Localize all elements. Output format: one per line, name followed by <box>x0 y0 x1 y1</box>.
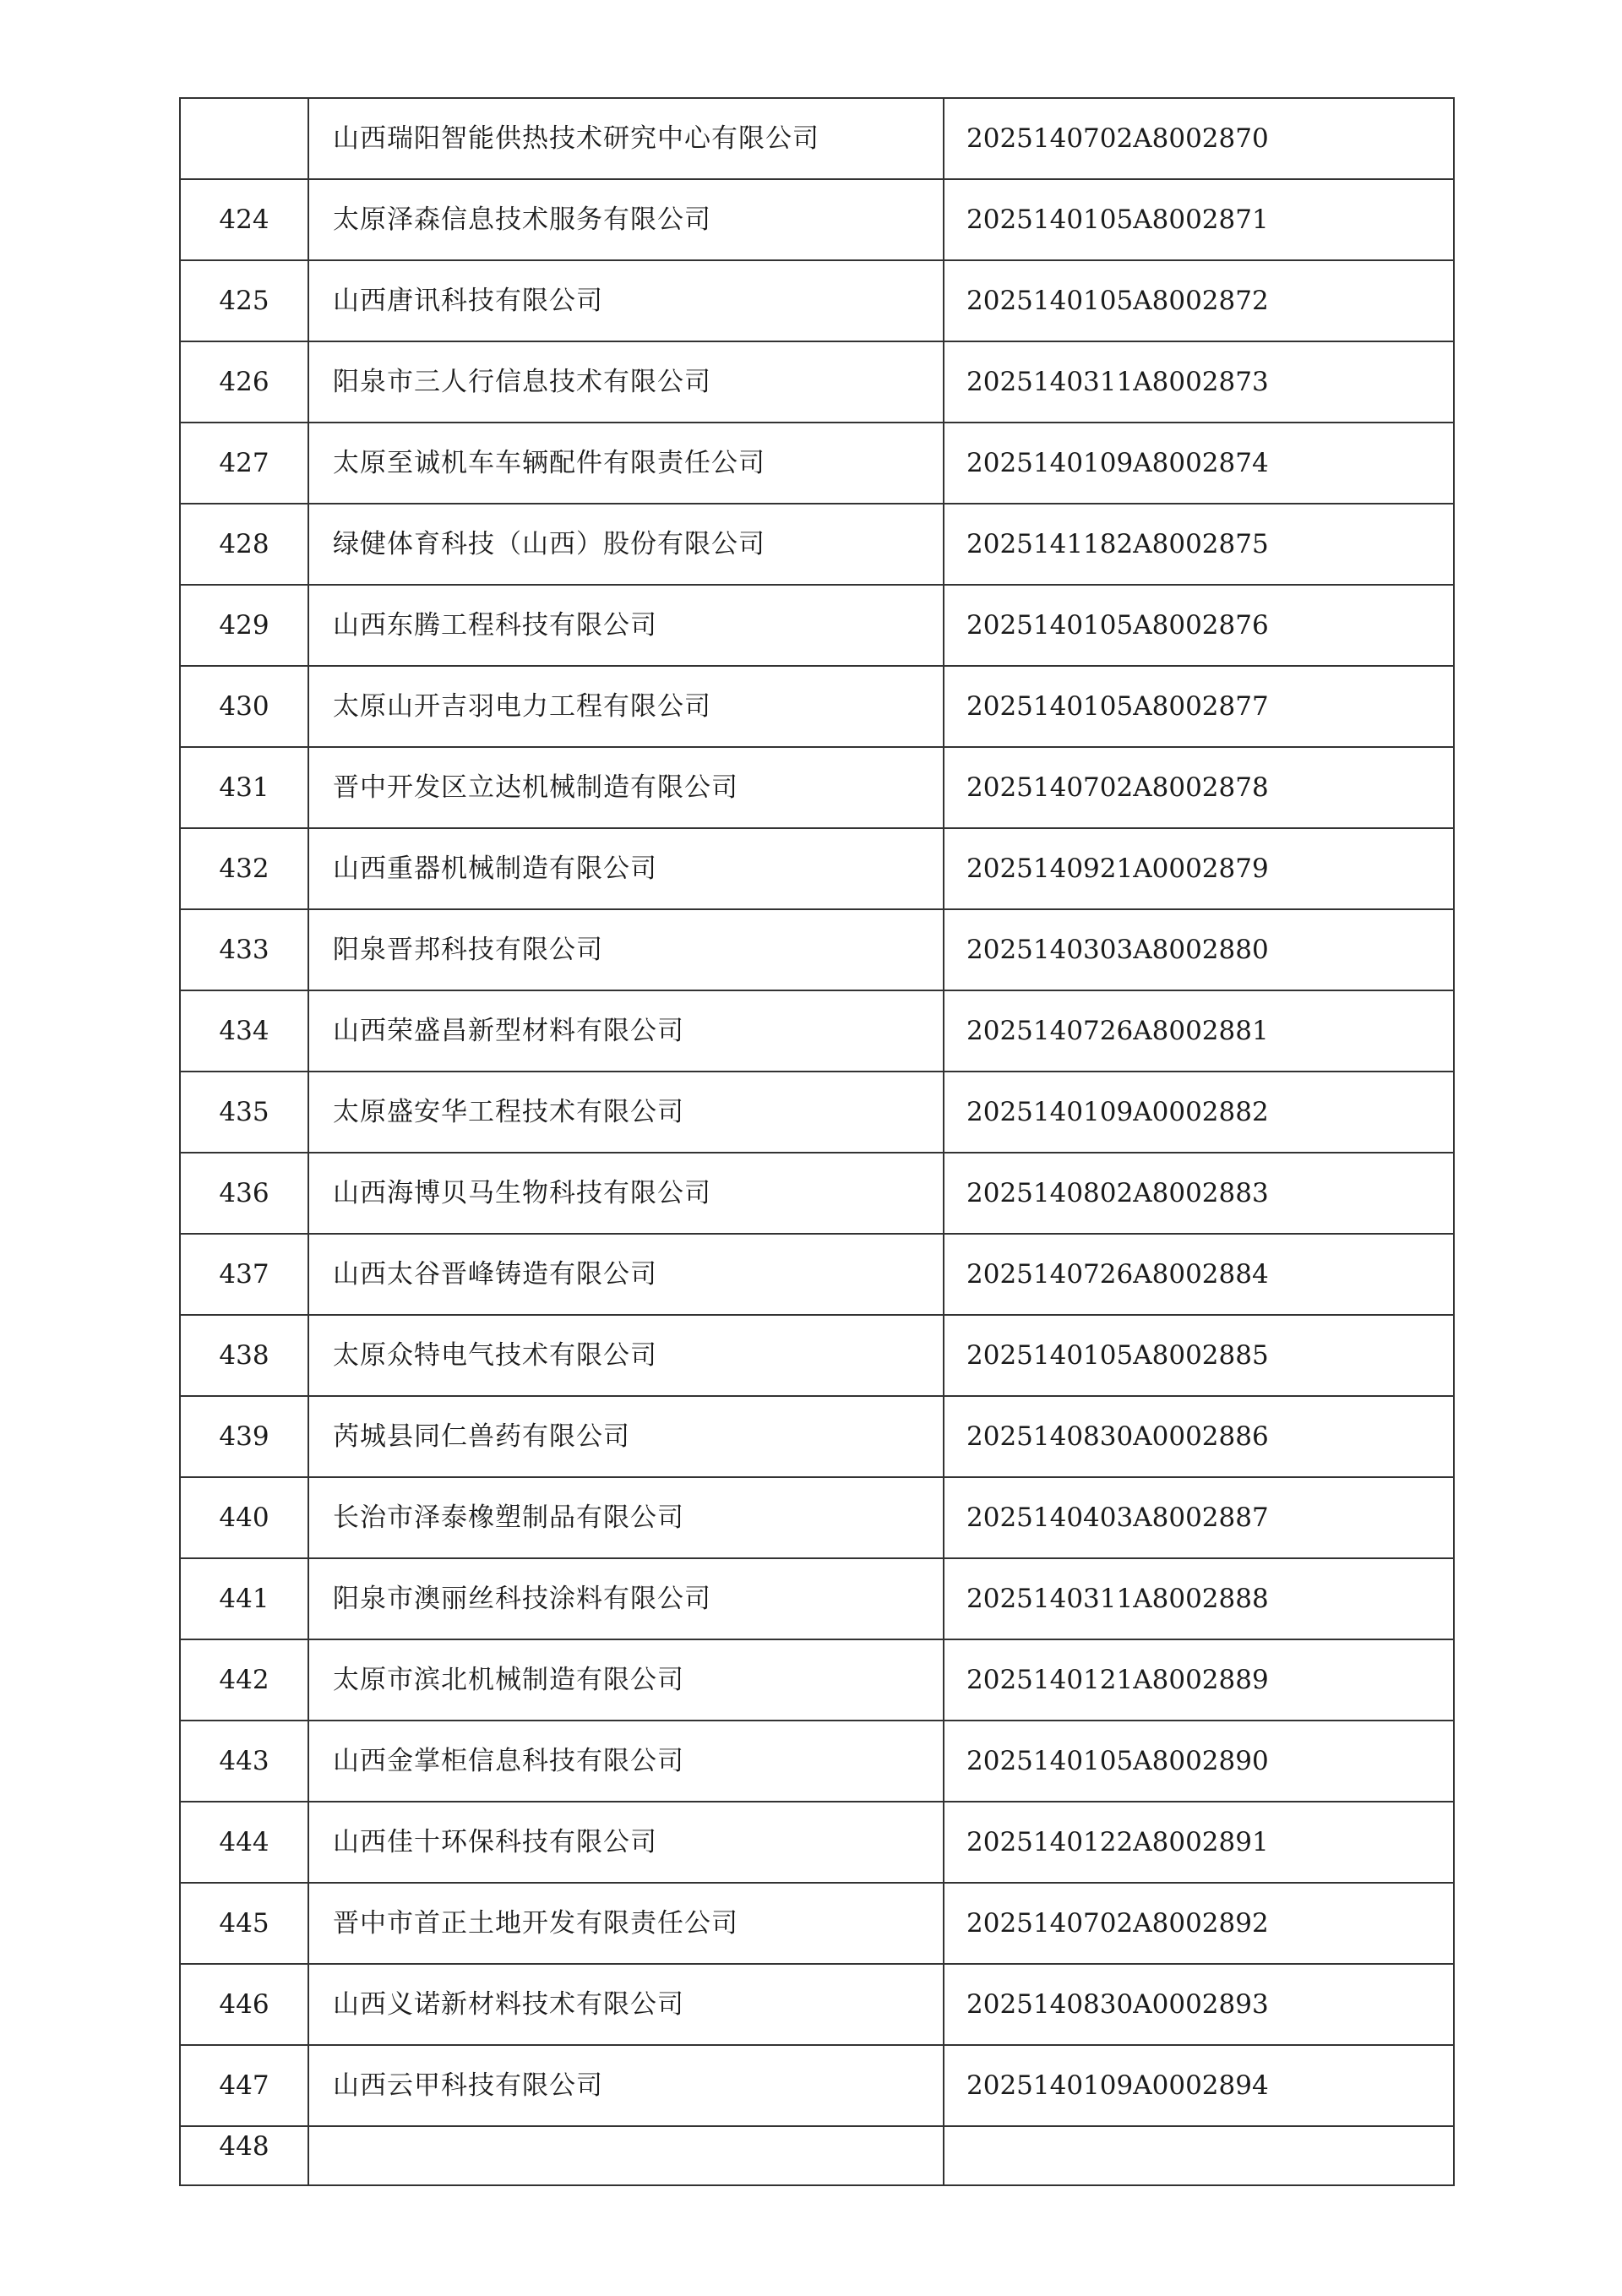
company-name-cell: 绿健体育科技（山西）股份有限公司 <box>308 504 944 585</box>
company-name-cell: 芮城县同仁兽药有限公司 <box>308 1396 944 1477</box>
table-row <box>180 1315 1454 1396</box>
table-row <box>180 747 1454 828</box>
table-row <box>180 828 1454 909</box>
registration-code-cell: 2025141182A8002875 <box>944 504 1454 585</box>
table-row <box>180 2126 1454 2185</box>
table-row <box>180 1639 1454 1721</box>
company-name-cell: 山西重器机械制造有限公司 <box>308 828 944 909</box>
company-name-cell: 山西佳十环保科技有限公司 <box>308 1802 944 1883</box>
row-number-cell: 437 <box>180 1234 308 1315</box>
registration-code-cell <box>944 2126 1454 2185</box>
row-number-cell: 445 <box>180 1883 308 1964</box>
registration-code-cell: 2025140105A8002876 <box>944 585 1454 666</box>
table-row <box>180 1558 1454 1639</box>
company-name-cell: 山西唐讯科技有限公司 <box>308 260 944 341</box>
company-name-cell: 阳泉市澳丽丝科技涂料有限公司 <box>308 1558 944 1639</box>
row-number-cell: 435 <box>180 1072 308 1153</box>
registration-code-cell: 2025140311A8002888 <box>944 1558 1454 1639</box>
registration-code-cell: 2025140726A8002881 <box>944 990 1454 1072</box>
registration-code-cell: 2025140802A8002883 <box>944 1153 1454 1234</box>
row-number-cell: 427 <box>180 423 308 504</box>
row-number-cell: 434 <box>180 990 308 1072</box>
table-row <box>180 1234 1454 1315</box>
table-row <box>180 98 1454 179</box>
registration-code-cell: 2025140121A8002889 <box>944 1639 1454 1721</box>
company-name-cell: 太原泽森信息技术服务有限公司 <box>308 179 944 260</box>
table-row <box>180 1396 1454 1477</box>
row-number-cell: 438 <box>180 1315 308 1396</box>
row-number-cell: 440 <box>180 1477 308 1558</box>
company-name-cell: 长治市泽泰橡塑制品有限公司 <box>308 1477 944 1558</box>
company-name-cell: 山西瑞阳智能供热技术研究中心有限公司 <box>308 98 944 179</box>
company-name-cell: 太原山开吉羽电力工程有限公司 <box>308 666 944 747</box>
registration-code-cell: 2025140105A8002877 <box>944 666 1454 747</box>
company-name-cell: 太原至诚机车车辆配件有限责任公司 <box>308 423 944 504</box>
company-name-cell: 山西云甲科技有限公司 <box>308 2045 944 2126</box>
table-row <box>180 909 1454 990</box>
table-row <box>180 504 1454 585</box>
row-number-cell: 424 <box>180 179 308 260</box>
table-row <box>180 1802 1454 1883</box>
row-number-cell: 432 <box>180 828 308 909</box>
table-row <box>180 990 1454 1072</box>
company-name-cell <box>308 2126 944 2185</box>
company-name-cell: 山西义诺新材料技术有限公司 <box>308 1964 944 2045</box>
table-body <box>180 98 1454 2185</box>
company-name-cell: 山西海博贝马生物科技有限公司 <box>308 1153 944 1234</box>
table-row <box>180 1883 1454 1964</box>
registration-code-cell: 2025140921A0002879 <box>944 828 1454 909</box>
row-number-cell: 443 <box>180 1721 308 1802</box>
company-name-cell: 阳泉晋邦科技有限公司 <box>308 909 944 990</box>
registration-code-cell: 2025140403A8002887 <box>944 1477 1454 1558</box>
registration-code-cell: 2025140830A0002893 <box>944 1964 1454 2045</box>
registration-code-cell: 2025140303A8002880 <box>944 909 1454 990</box>
row-number-cell: 447 <box>180 2045 308 2126</box>
table-row <box>180 585 1454 666</box>
company-name-cell: 太原市滨北机械制造有限公司 <box>308 1639 944 1721</box>
registration-code-cell: 2025140105A8002890 <box>944 1721 1454 1802</box>
company-name-cell: 山西金掌柜信息科技有限公司 <box>308 1721 944 1802</box>
row-number-cell: 441 <box>180 1558 308 1639</box>
table-row <box>180 1072 1454 1153</box>
row-number-cell: 436 <box>180 1153 308 1234</box>
registration-code-cell: 2025140122A8002891 <box>944 1802 1454 1883</box>
registration-code-cell: 2025140105A8002885 <box>944 1315 1454 1396</box>
registration-code-cell: 2025140702A8002870 <box>944 98 1454 179</box>
company-name-cell: 阳泉市三人行信息技术有限公司 <box>308 341 944 423</box>
registration-code-cell: 2025140702A8002878 <box>944 747 1454 828</box>
company-name-cell: 太原众特电气技术有限公司 <box>308 1315 944 1396</box>
table-row <box>180 260 1454 341</box>
table-row <box>180 1153 1454 1234</box>
table-row <box>180 341 1454 423</box>
registration-code-cell: 2025140109A8002874 <box>944 423 1454 504</box>
registration-code-cell: 2025140109A0002882 <box>944 1072 1454 1153</box>
row-number-cell: 429 <box>180 585 308 666</box>
table-row <box>180 666 1454 747</box>
registration-code-cell: 2025140109A0002894 <box>944 2045 1454 2126</box>
table-row <box>180 1721 1454 1802</box>
company-list-table <box>179 97 1455 2186</box>
registration-code-cell: 2025140726A8002884 <box>944 1234 1454 1315</box>
row-number-cell: 425 <box>180 260 308 341</box>
registration-code-cell: 2025140105A8002872 <box>944 260 1454 341</box>
table-row <box>180 179 1454 260</box>
table-row <box>180 1477 1454 1558</box>
company-name-cell: 山西太谷晋峰铸造有限公司 <box>308 1234 944 1315</box>
row-number-cell: 431 <box>180 747 308 828</box>
row-number-cell: 426 <box>180 341 308 423</box>
row-number-cell <box>180 98 308 179</box>
row-number-cell: 448 <box>180 2126 308 2185</box>
registration-code-cell: 2025140702A8002892 <box>944 1883 1454 1964</box>
row-number-cell: 442 <box>180 1639 308 1721</box>
registration-code-cell: 2025140830A0002886 <box>944 1396 1454 1477</box>
table-row <box>180 1964 1454 2045</box>
row-number-cell: 446 <box>180 1964 308 2045</box>
registration-code-cell: 2025140105A8002871 <box>944 179 1454 260</box>
row-number-cell: 439 <box>180 1396 308 1477</box>
registration-code-cell: 2025140311A8002873 <box>944 341 1454 423</box>
row-number-cell: 430 <box>180 666 308 747</box>
table-row <box>180 2045 1454 2126</box>
company-name-cell: 晋中开发区立达机械制造有限公司 <box>308 747 944 828</box>
company-name-cell: 山西东腾工程科技有限公司 <box>308 585 944 666</box>
row-number-cell: 433 <box>180 909 308 990</box>
row-number-cell: 444 <box>180 1802 308 1883</box>
company-name-cell: 晋中市首正土地开发有限责任公司 <box>308 1883 944 1964</box>
company-name-cell: 太原盛安华工程技术有限公司 <box>308 1072 944 1153</box>
row-number-cell: 428 <box>180 504 308 585</box>
company-name-cell: 山西荣盛昌新型材料有限公司 <box>308 990 944 1072</box>
table-row <box>180 423 1454 504</box>
